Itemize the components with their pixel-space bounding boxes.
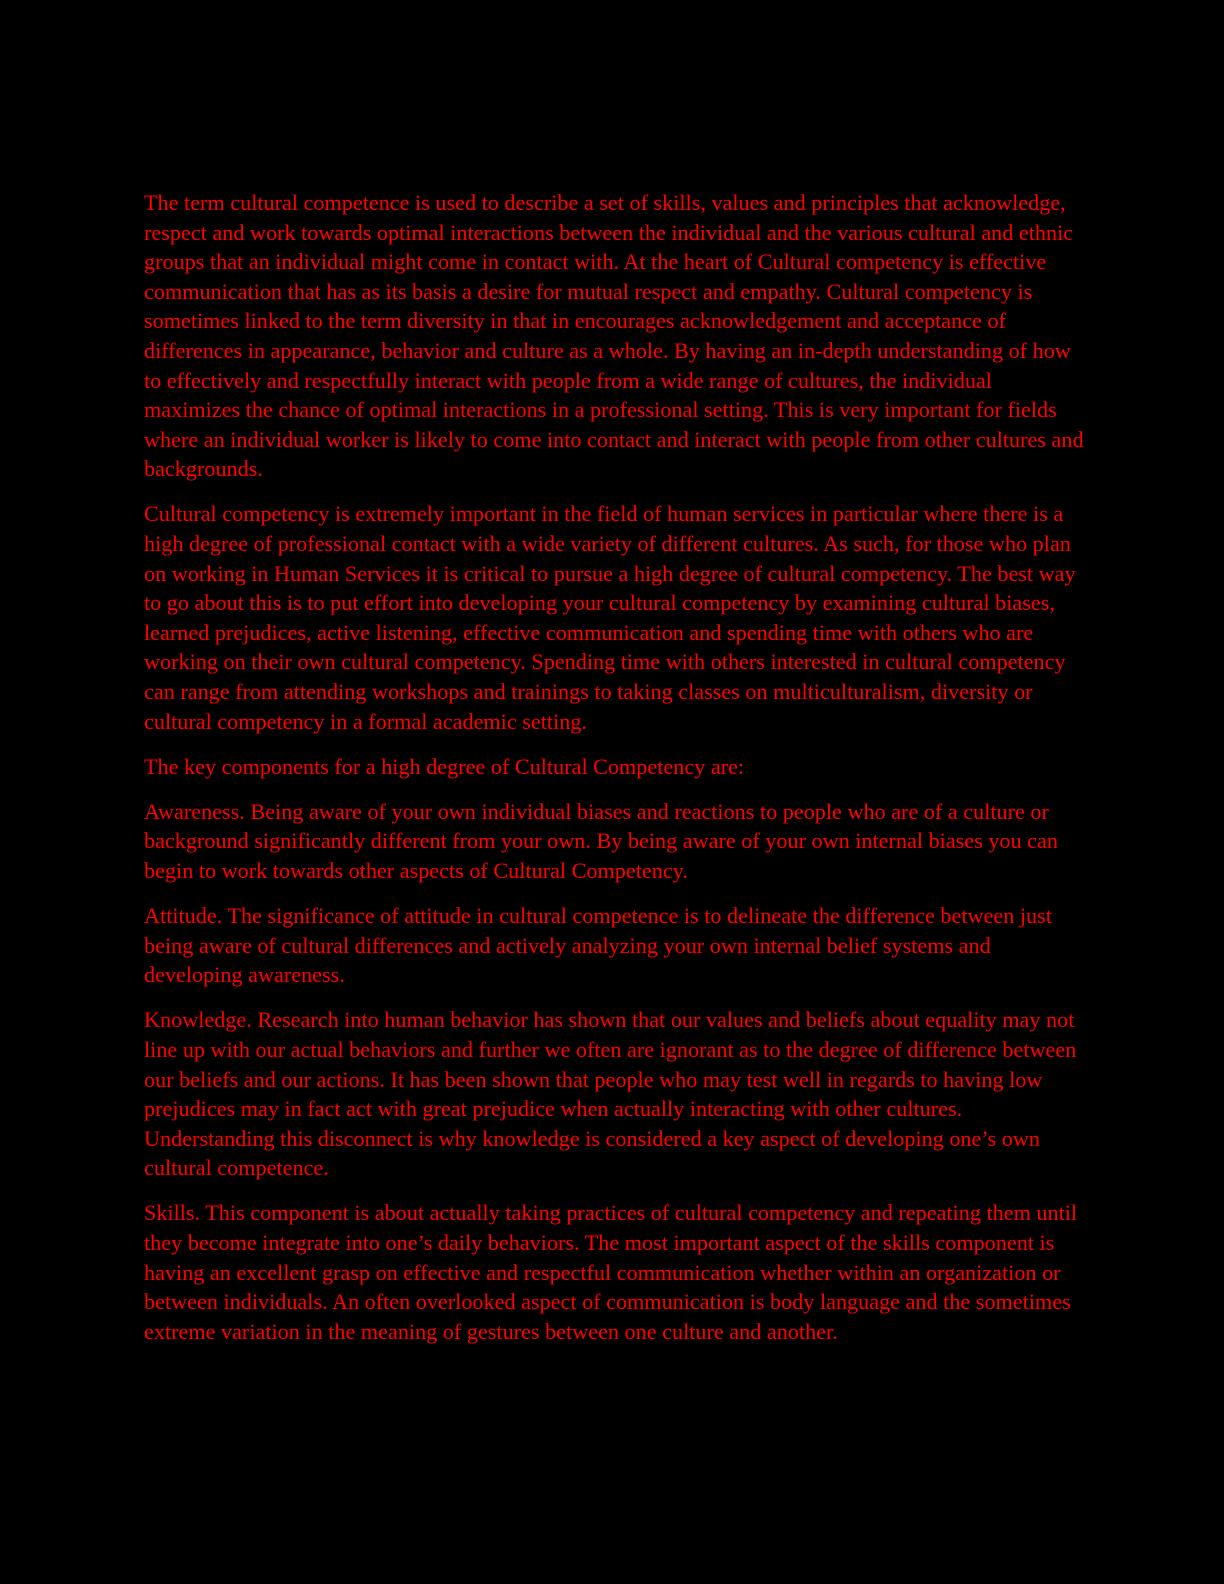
paragraph-key-components-heading: The key components for a high degree of Cultural Competency are: xyxy=(144,753,745,779)
document-body xyxy=(144,188,1084,1362)
paragraph-skills: Skills. This component is about actually taking practices of cultural competency and repeating them until they become integrate into one’s daily behaviors. The most important aspect of the skills component is having an excellent grasp on effective and respectful communication whether within an organization or between individuals. An often overlooked aspect of communication is body language and the sometimes extreme variation in the meaning of gestures between one culture and another. xyxy=(144,1200,1078,1344)
paragraph-human-services: Cultural competency is extremely important in the field of human services in particular where there is a high degree of professional contact with a wide variety of different cultures. As such, for those who plan on working in Human Services it is critical to pursue a high degree of cultural competency. The best way to go about this is to put effort into developing your cultural competency by examining cultural biases, learned prejudices, active listening, effective communication and spending time with others who are working on their own cultural competency. Spending time with others interested in cultural competency can range from attending workshops and trainings to taking classes on multiculturalism, diversity or cultural competency in a formal academic setting. xyxy=(144,501,1076,734)
paragraph-awareness: Awareness. Being aware of your own individual biases and reactions to people who are of a culture or background significantly different from your own. By being aware of your own internal biases you can begin to work towards other aspects of Cultural Competency. xyxy=(144,798,1058,883)
paragraph-attitude: Attitude. The significance of attitude in cultural competence is to delineate the difference between just being aware of cultural differences and actively analyzing your own internal belief systems and developing awareness. xyxy=(144,903,1052,988)
paragraph-knowledge: Knowledge. Research into human behavior has shown that our values and beliefs about equality may not line up with our actual behaviors and further we often are ignorant as to the degree of difference between our beliefs and our actions. It has been shown that people who may test well in regards to having low prejudices may in fact act with great prejudice when actually interacting with other cultures. Understanding this disconnect is why knowledge is considered a key aspect of developing one’s own cultural competence. xyxy=(144,1007,1077,1181)
paragraph-intro: The term cultural competence is used to describe a set of skills, values and principles that acknowledge, respect and work towards optimal interactions between the individual and the various cultural and ethnic groups that an individual might come in contact with. At the heart of Cultural competency is effective communication that has as its basis a desire for mutual respect and empathy. Cultural competency is sometimes linked to the term diversity in that in encourages acknowledgement and acceptance of differences in appearance, behavior and culture as a whole. By having an in-depth understanding of how to effectively and respectfully interact with people from a wide range of cultures, the individual maximizes the chance of optimal interactions in a professional setting. This is very important for fields where an individual worker is likely to come into contact and interact with people from other cultures and backgrounds. xyxy=(144,190,1084,482)
